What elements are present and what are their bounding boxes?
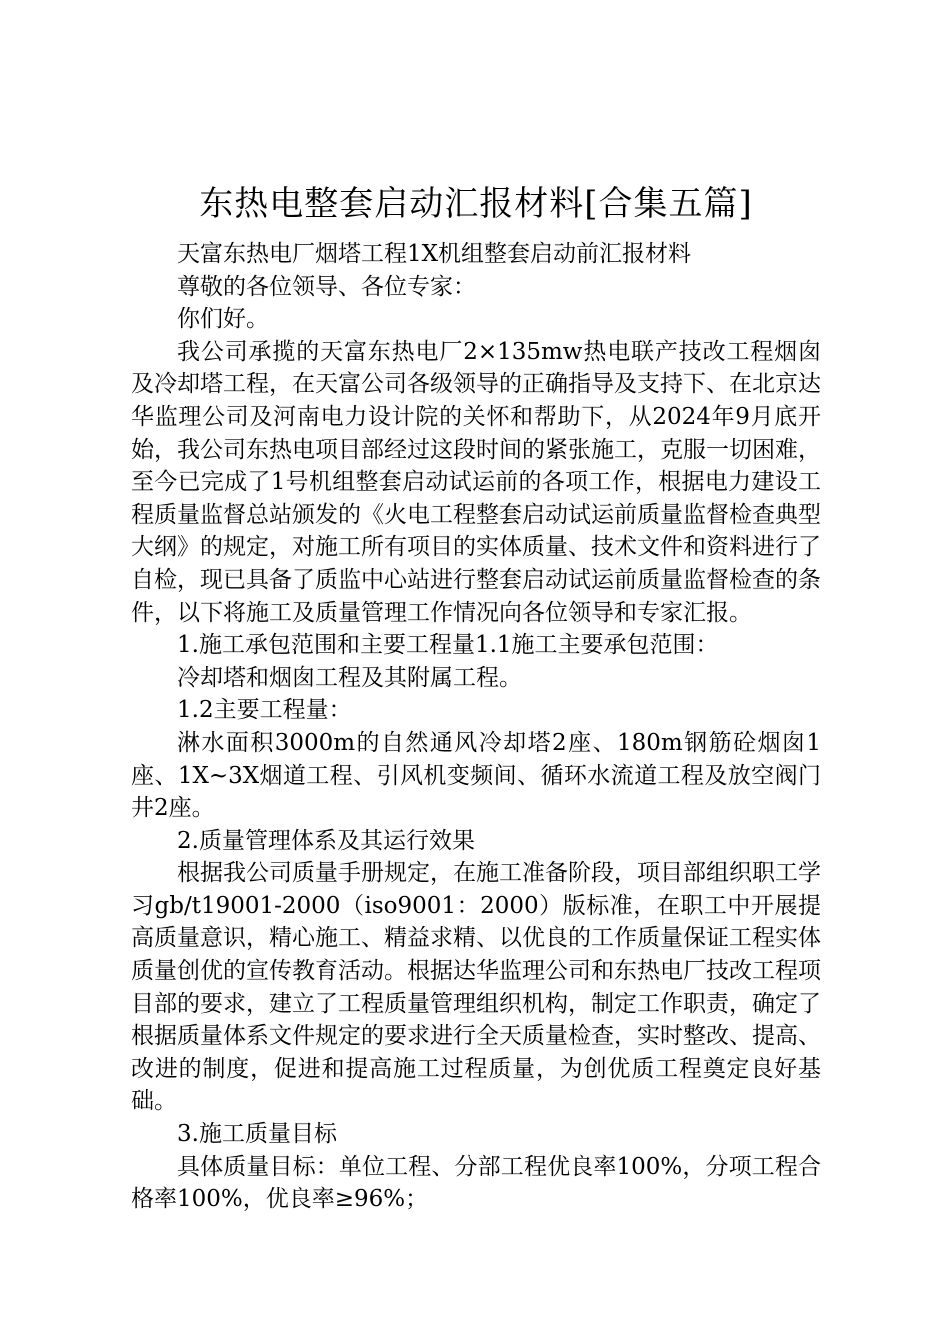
heading-scope: 1.施工承包范围和主要工程量1.1施工主要承包范围： (177, 632, 719, 659)
paragraph-salutation: 尊敬的各位领导、各位专家： (177, 273, 476, 300)
paragraph-introduction: 我公司承揽的天富东热电厂2×135mw热电联产技改工程烟囱及冷却塔工程，在天富公司各级领导的正确指导及支持下、在北京达华监理公司及河南电力设计院的关怀和帮助下，从2024年9月底开始，我公司东热电项目部经过这段时间的紧张施工，克服一切困难，至今已完成了1号机组整套启动试运前的各项工作，根据电力建设工程质量监督总站颁发的《火电工程整套启动试运前质量监督检查典型大纲》的规定，对施工所有项目的实体质量、技术文件和资料进行了自检，现已具备了质监中心站进行整套启动试运前质量监督检查的条件，以下将施工及质量管理工作情况向各位领导和专家汇报。 (131, 338, 821, 626)
heading-quality-goal: 3.施工质量目标 (177, 1121, 337, 1148)
paragraph-project-title: 天富东热电厂烟塔工程1X机组整套启动前汇报材料 (177, 241, 692, 267)
paragraph-quality-system: 根据我公司质量手册规定，在施工准备阶段，项目部组织职工学习gb/t19001-2000（iso9001：2000）版标准，在职工中开展提高质量意识，精心施工、精益求精、以优良的工作质量保证工程实体质量创优的宣传教育活动。根据达华监理公司和东热电厂技改工程项目部的要求，建立了工程质量管理组织机构，制定工作职责，确定了根据质量体系文件规定的要求进行全天质量检查，实时整改、提高、改进的制度，促进和提高施工过程质量，为创优质工程奠定良好基础。 (131, 860, 821, 1115)
paragraph-quality-goal: 具体质量目标：单位工程、分部工程优良率100%，分项工程合格率100%，优良率≥96%； (131, 1153, 821, 1213)
heading-quantities: 1.2主要工程量： (177, 697, 352, 724)
paragraph-scope: 冷却塔和烟囱工程及其附属工程。 (177, 664, 522, 691)
heading-quality-system: 2.质量管理体系及其运行效果 (177, 827, 475, 854)
paragraph-quantities: 淋水面积3000m的自然通风冷却塔2座、180m钢筋砼烟囱1座、1X~3X烟道工程、引风机变频间、循环水流道工程及放空阀门井2座。 (131, 729, 821, 822)
paragraph-greeting: 你们好。 (177, 306, 269, 333)
document-title: 东热电整套启动汇报材料[合集五篇] (199, 184, 753, 224)
document-page (131, 180, 821, 1216)
